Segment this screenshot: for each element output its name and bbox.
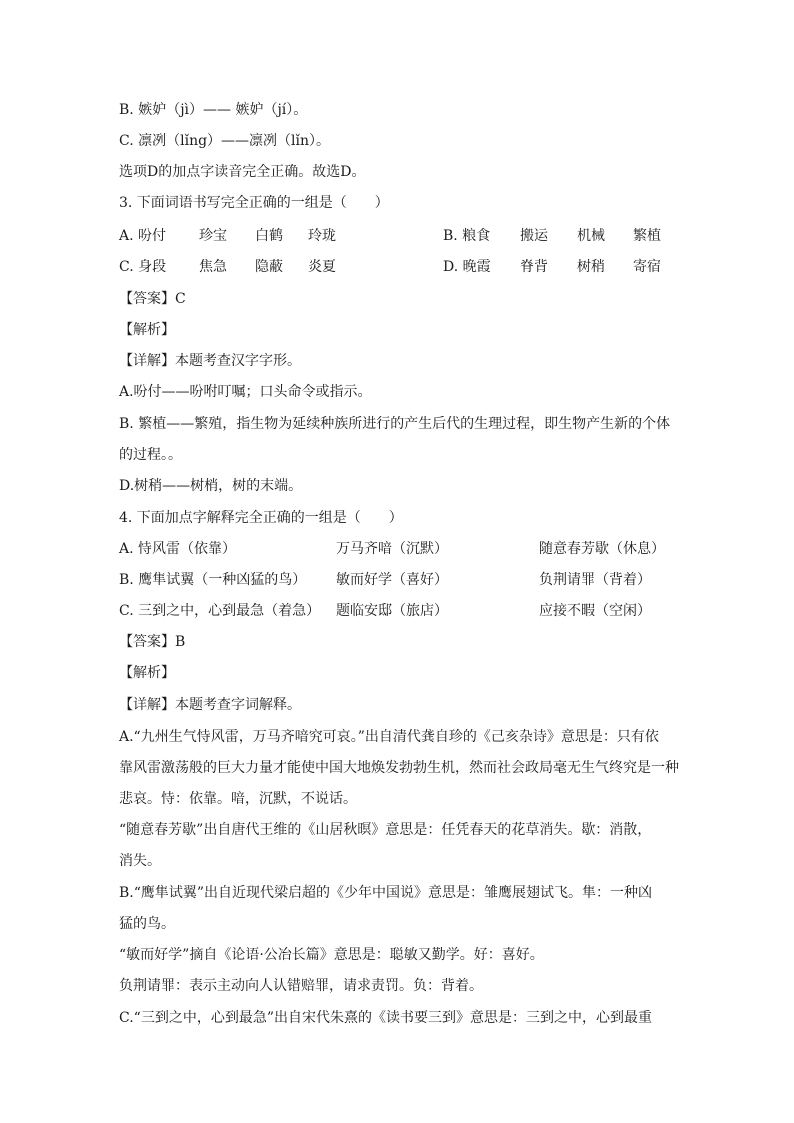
text-line: A.“九州生气恃风雷，万马齐喑究可哀。”出自清代龚自珍的《己亥杂诗》意思是：只有依: [119, 729, 659, 745]
detail-label: 【详解】本题考查字词解释。: [119, 697, 301, 713]
q3-option-c-word-4: 炎夏: [308, 259, 336, 275]
q3-option-d-word-2: 脊背: [520, 259, 548, 275]
q4-option-b-2: 敏而好学（喜好）: [336, 572, 448, 588]
q3-option-b-word-3: 机械: [577, 228, 605, 244]
q3-option-b-word-2: 搬运: [520, 228, 548, 244]
q4-option-b-1: B. 鹰隼试翼（一种凶猛的鸟）: [119, 572, 307, 588]
text-line: C.“三到之中，心到最急”出自宋代朱熹的《读书要三到》意思是：三到之中，心到最重: [119, 1010, 652, 1026]
text-line: 靠风雷激荡般的巨大力量才能使中国大地焕发勃勃生机，然而社会政局毫无生气终究是一种: [119, 760, 679, 776]
text-line: 消失。: [119, 853, 161, 869]
q4-option-c-2: 题临安邸（旅店）: [336, 603, 448, 619]
text-line: 选项D的加点字读音完全正确。故选D。: [119, 164, 366, 180]
q4-option-c-3: 应接不暇（空闲）: [539, 603, 651, 619]
text-line: B. 嫉妒（jì）—— 嫉妒（jí）。: [119, 102, 308, 118]
q4-option-a-1: A. 恃风雷（依靠）: [119, 541, 237, 557]
q3-option-c-word-2: 焦急: [199, 259, 227, 275]
detail-label: 【详解】本题考查汉字字形。: [119, 353, 301, 369]
question-4-stem: 4. 下面加点字解释完全正确的一组是（ ）: [119, 510, 403, 526]
text-line: A.吩付——吩咐叮嘱；口头命令或指示。: [119, 384, 372, 400]
answer-label: 【答案】B: [119, 634, 186, 650]
text-line: “敏而好学”摘自《论语·公冶长篇》意思是：聪敏又勤学。好：喜好。: [119, 947, 544, 963]
q3-option-d-word-1: D. 晚霞: [443, 259, 491, 275]
text-line: 悲哀。恃：依靠。喑，沉默，不说话。: [119, 791, 357, 807]
q3-option-a-word-2: 珍宝: [199, 228, 227, 244]
question-3-stem: 3. 下面词语书写完全正确的一组是（ ）: [119, 195, 389, 211]
text-line: 猛的鸟。: [119, 916, 175, 932]
q3-option-a-word-1: A. 吩付: [119, 228, 167, 244]
q4-option-a-2: 万马齐喑（沉默）: [336, 541, 448, 557]
text-line: D.树稍——树梢，树的末端。: [119, 478, 303, 494]
analysis-label: 【解析】: [119, 322, 175, 338]
text-line: “随意春芳歇”出自唐代王维的《山居秋暝》意思是：任凭春天的花草消失。歇：消散，: [119, 822, 652, 838]
q3-option-c-word-1: C. 身段: [119, 259, 167, 275]
answer-label: 【答案】C: [119, 291, 186, 307]
q3-option-c-word-3: 隐蔽: [255, 259, 283, 275]
q3-option-d-word-3: 树稍: [577, 259, 605, 275]
q3-option-a-word-4: 玲珑: [308, 228, 336, 244]
q4-option-c-1: C. 三到之中，心到最急（着急）: [119, 603, 321, 619]
text-line: B.“鹰隼试翼”出自近现代梁启超的《少年中国说》意思是：雏鹰展翅试飞。隼：一种凶: [119, 885, 653, 901]
text-line: 负荆请罪：表示主动向人认错赔罪，请求责罚。负：背着。: [119, 978, 483, 994]
q3-option-b-word-4: 繁植: [633, 228, 661, 244]
q3-option-a-word-3: 白鹤: [255, 228, 283, 244]
q3-option-b-word-1: B. 粮食: [443, 228, 491, 244]
text-line: B. 繁植——繁殖，指生物为延续种族所进行的产生后代的生理过程，即生物产生新的个体: [119, 416, 671, 432]
text-line: 的过程。。: [119, 447, 182, 463]
text-line: C. 凛冽（lǐng）——凛冽（lǐn）。: [119, 133, 331, 149]
q4-option-b-3: 负荆请罪（背着）: [539, 572, 651, 588]
q3-option-d-word-4: 寄宿: [633, 259, 661, 275]
analysis-label: 【解析】: [119, 665, 175, 681]
q4-option-a-3: 随意春芳歇（休息）: [539, 541, 665, 557]
